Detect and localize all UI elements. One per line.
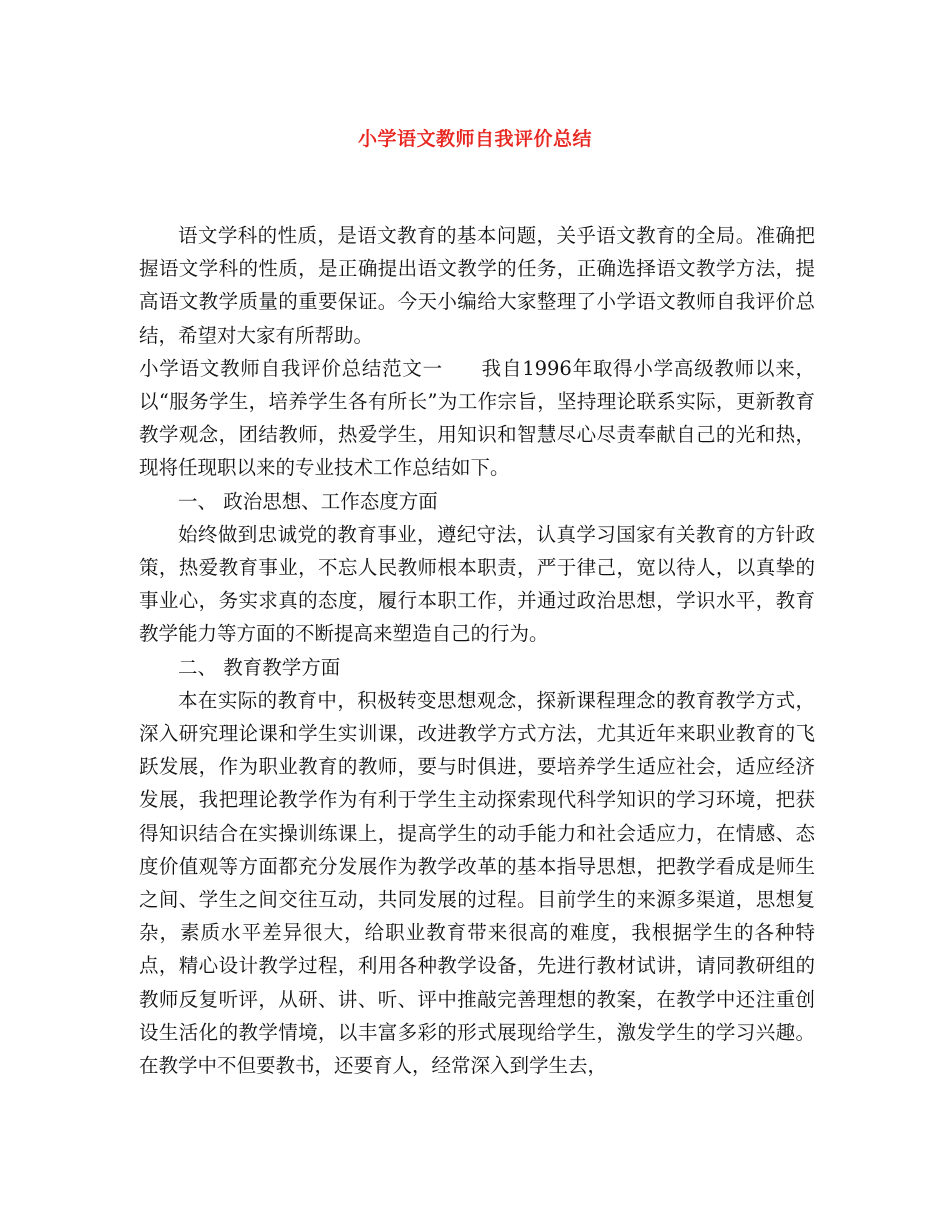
paragraph-politics: 始终做到忠诚党的教育事业，遵纪守法，认真学习国家有关教育的方针政策，热爱教育事业，不忘人民教师根本职责，严于律己，宽以待人，以真挚的事业心，务实求真的态度，履行本职工作，并通过政治思想，学识水平，教育教学能力等方面的不断提高来塑造自己的行为。 [139, 522, 815, 646]
sample-one-text: 我自1996年取得小学高级教师以来，以“服务学生，培养学生各有所长”为工作宗旨，坚持理论联系实际，更新教育教学观念，团结教师，热爱学生，用知识和智慧尽心尽责奉献自己的光和热，现将任现职以来的专业技术工作总结如下。 [139, 356, 815, 480]
paragraph-sample-one [139, 352, 815, 485]
sample-heading: 小学语文教师自我评价总结范文一 [139, 356, 443, 380]
section-heading-politics: 一、 政治思想、工作态度方面 [178, 489, 438, 513]
section-heading-teaching: 二、 教育教学方面 [178, 655, 341, 679]
document-title: 小学语文教师自我评价总结 [357, 128, 592, 150]
paragraph-teaching: 本在实际的教育中，积极转变思想观念，探新课程理念的教育教学方式，深入研究理论课和学生实训课，改进教学方式方法，尤其近年来职业教育的飞跃发展，作为职业教育的教师，要与时俱进，要培养学生适应社会，适应经济发展，我把理论教学作为有利于学生主动探索现代科学知识的学习环境，把获得知识结合在实操训练课上，提高学生的动手能力和社会适应力，在情感、态度价值观等方面都充分发展作为教学改革的基本指导思想，把教学看成是师生之间、学生之间交往互动，共同发展的过程。目前学生的来源多渠道，思想复杂，素质水平差异很大，给职业教育带来很高的难度，我根据学生的各种特点，精心设计教学过程，利用各种教学设备，先进行教材试讲，请同教研组的教师反复听评，从研、讲、听、评中推敲完善理想的教案，在教学中还注重创设生活化的教学情境，以丰富多彩的形式展现给学生，激发学生的学习兴趣。在教学中不但要教书，还要育人，经常深入到学生去， [139, 688, 815, 1078]
paragraph-intro: 语文学科的性质，是语文教育的基本问题，关乎语文教育的全局。准确把握语文学科的性质，是正确提出语文教学的任务，正确选择语文教学方法，提高语文教学质量的重要保证。今天小编给大家整理了小学语文教师自我评价总结，希望对大家有所帮助。 [139, 224, 815, 347]
document-body [139, 219, 815, 1082]
